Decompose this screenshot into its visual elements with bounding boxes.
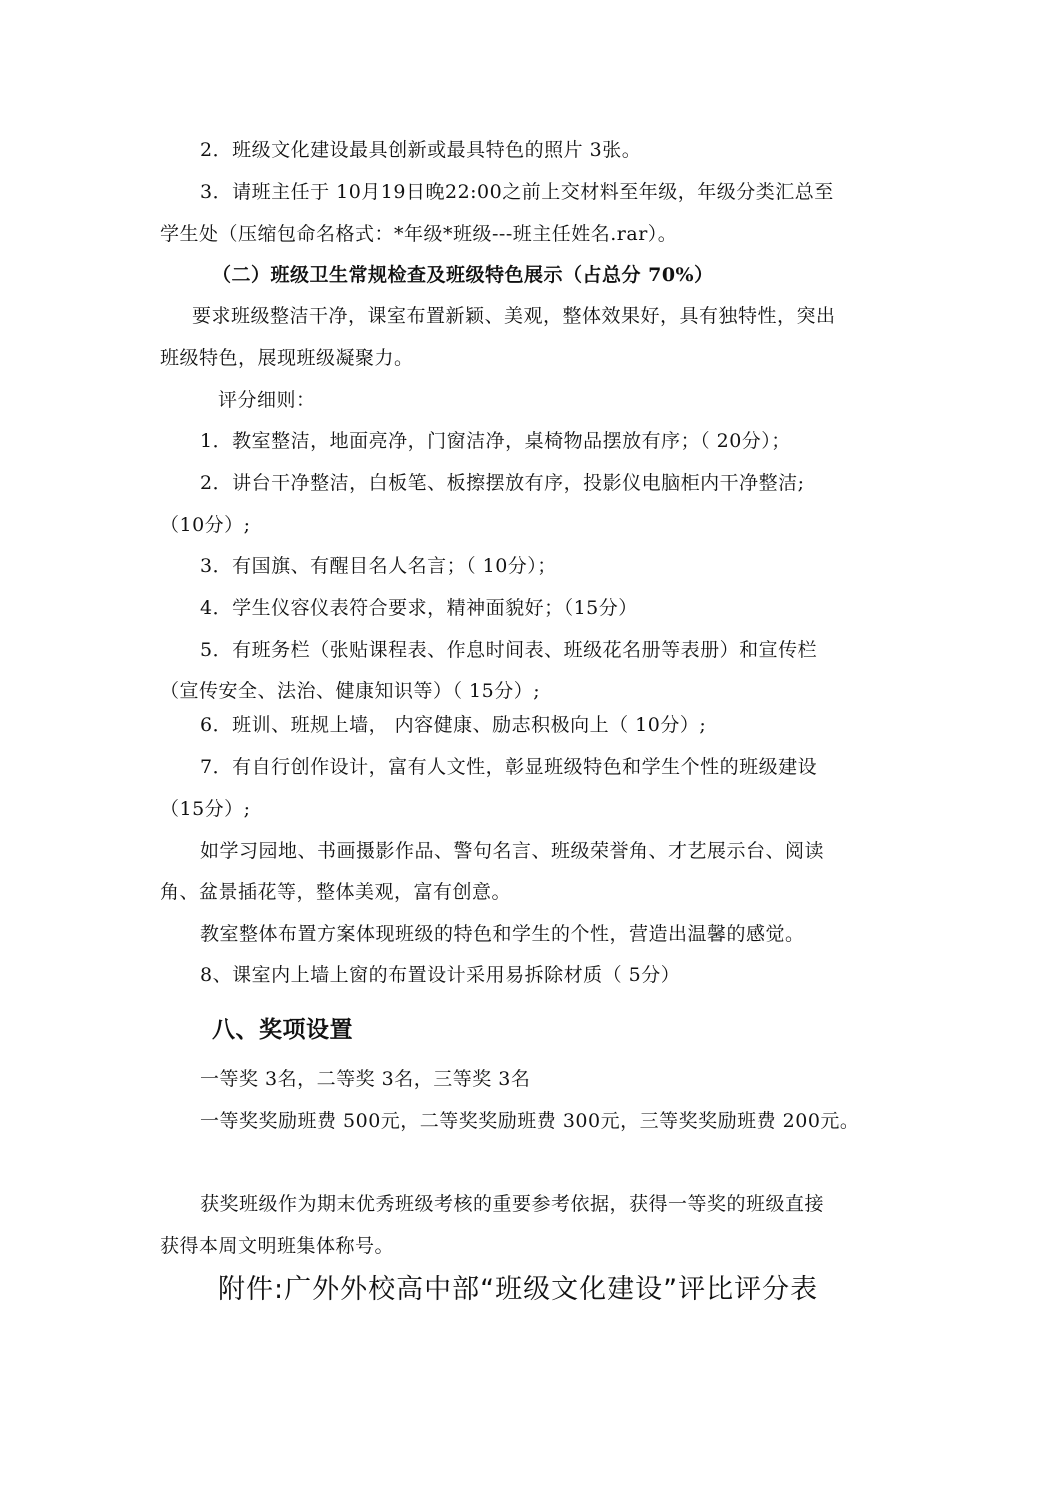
- note-line-1: 获奖班级作为期末优秀班级考核的重要参考依据，获得一等奖的班级直接: [200, 1193, 825, 1215]
- scoring-label: 评分细则：: [218, 389, 316, 411]
- attachment-title: 附件:广外外校高中部“班级文化建设”评比评分表: [218, 1274, 819, 1305]
- rule-5-line-2: （宣传安全、法治、健康知识等）（ 15分）;: [160, 680, 541, 702]
- example-line-2: 角、盆景插花等，整体美观，富有创意。: [160, 881, 512, 903]
- rule-6: 6．班训、班规上墙， 内容健康、励志积极向上（ 10分）;: [200, 714, 707, 736]
- example-line-1: 如学习园地、书画摄影作品、警句名言、班级荣誉角、才艺展示台、阅读: [200, 840, 825, 862]
- rule-8: 8、课室内上墙上窗的布置设计采用易拆除材质（ 5分）: [200, 964, 681, 986]
- section-8-title: 八、奖项设置: [212, 1017, 353, 1043]
- awards-count: 一等奖 3名，二等奖 3名，三等奖 3名: [200, 1068, 531, 1090]
- rule-4: 4．学生仪容仪表符合要求，精神面貌好；（15分）: [200, 597, 638, 619]
- overall-line: 教室整体布置方案体现班级的特色和学生的个性，营造出温馨的感觉。: [200, 923, 805, 945]
- section-2-intro-line-1: 要求班级整洁干净，课室布置新颖、美观，整体效果好，具有独特性，突出: [192, 305, 836, 327]
- req-item-2: 2．班级文化建设最具创新或最具特色的照片 3张。: [200, 139, 642, 161]
- section-2-intro-line-2: 班级特色，展现班级凝聚力。: [160, 347, 414, 369]
- rule-7-line-2: （15分）;: [160, 798, 251, 820]
- rule-2-line-1: 2．讲台干净整洁，白板笔、板擦摆放有序，投影仪电脑柜内干净整洁;: [200, 472, 805, 494]
- rule-7-line-1: 7．有自行创作设计，富有人文性，彰显班级特色和学生个性的班级建设: [200, 756, 818, 778]
- rule-2-line-2: （10分）;: [160, 514, 251, 536]
- rule-1: 1．教室整洁，地面亮净，门窗洁净，桌椅物品摆放有序；（ 20分）；: [200, 430, 791, 452]
- rule-3: 3．有国旗、有醒目名人名言；（ 10分）；: [200, 555, 557, 577]
- req-item-3-line-1: 3．请班主任于 10月19日晚22:00之前上交材料至年级，年级分类汇总至: [200, 181, 834, 203]
- section-2-title: （二）班级卫生常规检查及班级特色展示（占总分 70%）: [212, 264, 714, 286]
- req-item-3-line-2: 学生处（压缩包命名格式：*年级*班级---班主任姓名.rar）。: [160, 223, 678, 245]
- awards-money: 一等奖奖励班费 500元，二等奖奖励班费 300元，三等奖奖励班费 200元。: [200, 1110, 860, 1132]
- rule-5-line-1: 5．有班务栏（张贴课程表、作息时间表、班级花名册等表册）和宣传栏: [200, 639, 818, 661]
- note-line-2: 获得本周文明班集体称号。: [160, 1235, 395, 1257]
